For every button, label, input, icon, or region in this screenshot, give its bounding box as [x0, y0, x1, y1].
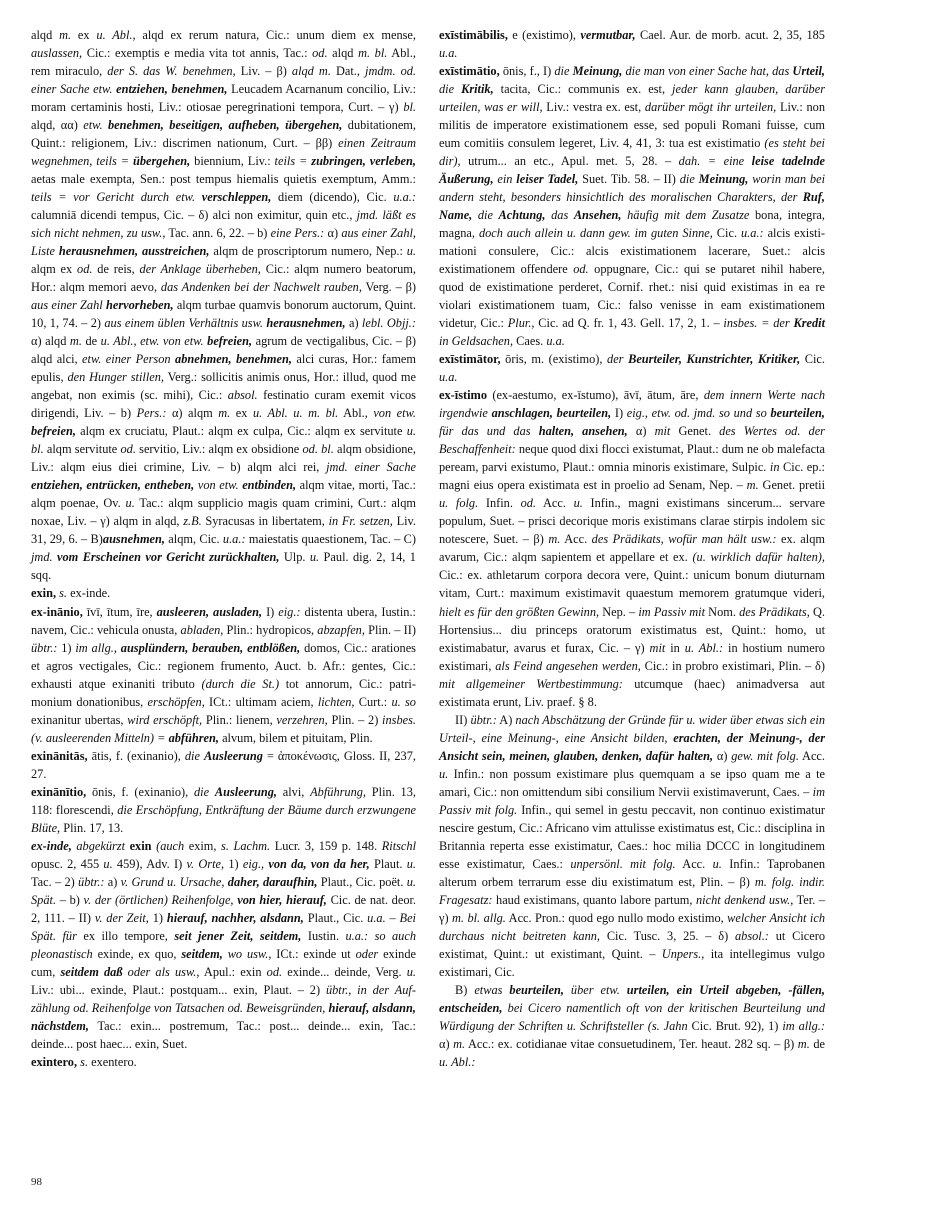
- entry-exinanio: ex-inānio, īvī, ītum, īre, ausleeren, ausladen, I) eig.: distenta ubera, Iustin.: navem, Cic.: vehicula onusta, abladen, Plin.: hydropicos, abzapfen, Plin. – II) übtr.: 1) im allg., ausplündern, berauben, entblößen, domos, Cic.: arationes et agros vectigales, Cic.: regionem frumento, Auct. b. Afr.: gentes, Cic.: exhausti atque exinaniti tributo (durch die St.) tot annorum, Cic.: patrimonium donationibus, erschöpfen, ICt.: ultimam aciem, lichten, Curt.: u. so exinanitur ubertas, wird erschöpft, Plin.: lienem, verzehren, Plin. – 2) insbes. (v. ausleerenden Mitteln) = abführen, alvum, bilem et pituitam, Plin.: [31, 604, 416, 745]
- entry-exintero: exintero, s. exentero.: [31, 1054, 137, 1069]
- entry-exinde: ex-inde, abgekürzt exin (auch exim, s. Lachm. Lucr. 3, 159 p. 148. Ritschl opusc. 2, 455 u. 459), Adv. I) v. Orte, 1) eig., von da, von da her, Plaut. u. Tac. – 2) übtr.: a) v. Grund u. Ursache, daher, daraufhin, Plaut., Cic. poët. u. Spät. – b) v. der (örtlichen) Reihenfolge, von hier, hierauf, Cic. de nat. deor. 2, 111. – II) v. der Zeit, 1) hierauf, nachher, alsdann, Plaut., Cic. u.a. – Bei Spät. für ex illo tempore, seit jener Zeit, seitdem, Iustin. u.a.: so auch pleonastisch exinde, ex quo, seitdem, wo usw., ICt.: exinde ut oder exinde cum, seitdem daß oder als usw., Apul.: exin od. exinde... deinde, Verg. u. Liv.: ubi... exinde, Plaut.: postquam... exin, Plaut. – 2) übtr., in der Aufzählung od. Reihenfolge von Tatsachen od. Beweisgründen, hierauf, alsdann, nächstdem, Tac.: exin... postremum, Tac.: post... deinde... exin, Tac.: deinde... post haec... exin, Suet.: [31, 838, 417, 1051]
- left-column: [31, 26, 416, 1071]
- entry-existimo: ex-īstimo (ex-aestumo, ex-īstumo), āvī, ātum, āre, dem innern Werte nach irgendwie anschlagen, beurteilen, I) eig., etw. od. jmd. so und so beurteilen, für das und das halten, ansehen, α) mit Genet. des Wertes od. der Beschaffenheit: neque quod dixi flocci existumat, Plaut.: dum ne ob malefacta peream, parvi existumo, Plaut.: omnia minoris existimare, Sulpic. in Cic. ep.: magni eius opera existimata est in proelio ad Senam, Nep. – m. Genet. pretii u. folg. Infin. od. Acc. u. Infin., magni existimans sincerum... servare populum, Suet. – prisci decorique moris existimans clarae stirpis indolem sic notescere, Suet. – β) m. Acc. des Prädikats, wofür man hält usw.: ex. alqm avarum, Cic.: alqm sapientem et appellare et ex. (u. wirklich dafür halten), Cic.: ex. athletarum corpora decora vere, Quint.: unicum bonum diuturnam vitam, Curt.: maximum existimavit quaestum memorem gratumque videri, hielt es für den größten Gewinn, Nep. – im Passiv mit Nom. des Prädikats, Q. Hortensius... diu princeps oratorum existimatus est, Quint.: homo, ut existimabatur, avarus et furax, Cic. – γ) mit in u. Abl.: in hostium numero existimari, als Feind angesehen werden, Cic.: in probro existimari, Plin. – δ) mit allgemeiner Wertbestimmung: utcumque (haec) animadversa aut existimata erunt, Liv. praef. § 8.: [439, 388, 825, 709]
- entry-exinanitas: exinānitās, ātis, f. (exinanio), die Ausleerung = ἀποκένωσις, Gloss. II, 237, 27.: [31, 748, 416, 781]
- entry-existimabilis: exīstimābilis, e (existimo), vermutbar, Cael. Aur. de morb. acut. 2, 35, 185 u.a.: [439, 28, 825, 61]
- entry-exigo-continuation: alqd m. ex u. Abl., alqd ex rerum natura, Cic.: unum diem ex mense, auslassen, Cic.: exemptis e media vita tot annis, Tac.: od. alqd m. bl. Abl., rem miraculo, der S. das W. benehmen, Liv. – β) alqd m. Dat., jmdm. od. einer Sache etw. entziehen, benehmen, Leucadem Acarnanum concilio, Liv.: moram certaminis hosti, Liv.: otiosae peregrinationi tempora, Curt. – γ) bl. alqd, αα) etw. benehmen, beseitigen, aufheben, übergehen, dubitationem, Quint.: religionem, Liv.: discrimen nationum, Curt. – ββ) einen Zeitraum wegnehmen, teils = übergehen, biennium, Liv.: teils = zubringen, verleben, aetas male exempta, Sen.: post tempus hiemalis quietis exemptum, Amm.: teils = vor Gericht durch etw. verschleppen, diem (dicendo), Cic. u.a.: calumniā dicendi tempus, Cic. – δ) alci non eximitur, quin etc., jmd. läßt es sich nicht nehmen, zu usw., Tac. ann. 6, 22. – b) eine Pers.: α) aus einer Zahl, Liste herausnehmen, ausstreichen, alqm de proscriptorum numero, Nep.: u. alqm ex od. de reis, der Anklage überheben, Cic.: alqm numero beatorum, Hor.: alqm memori aevo, das Andenken bei der Nachwelt rauben, Verg. – β) aus einer Zahl hervorheben, alqm turbae quamvis bonorum auctorum, Quint. 10, 1, 74. – 2) aus einem üblen Verhältnis usw. herausnehmen, a) lebl. Objj.: α) alqd m. de u. Abl., etw. von etw. befreien, agrum de vectigalibus, Cic. – β) alqd alci, etw. einer Person abnehmen, benehmen, alci curas, Hor.: famem epulis, den Hunger stillen, Verg.: sollicitis animis onus, Hor.: illud, quod me angebat, non eximis (sc. mihi), Cic.: absol. festinatio curam exemit vicos dirigendi, Liv. – b) Pers.: α) alqm m. ex u. Abl. u. m. bl. Abl., von etw. befreien, alqm ex cruciatu, Plaut.: alqm ex culpa, Cic.: alqm ex servitute u. bl. alqm servitute od. servitio, Liv.: alqm ex obsidione od. bl. alqm obsidione, Liv.: alqm eius diei crimine, Liv. – b) alqm alci rei, jmd. einer Sache entziehen, entrücken, entheben, von etw. entbinden, alqm vitae, morti, Tac.: alqm poenae, Ov. u. Tac.: alqm supplicio magis quam crimini, Curt.: alqm noxae, Liv. – γ) alqm in alqd, z.B. Syracusas in libertatem, in Fr. setzen, Liv. 31, 29, 6. – B)ausnehmen, alqm, Cic. u.a.: maiestatis quaestionem, Tac. – C) jmd. vom Erscheinen vor Gericht zurückhalten, Ulp. u. Paul. dig. 2, 14, 1 sqq.: [31, 28, 417, 583]
- entry-exin: exin, s. ex-inde.: [31, 586, 111, 601]
- entry-existimo-section-II-B: B) etwas beurteilen, über etw. urteilen, ein Urteil abgeben, -fällen, entscheiden, bei Cicero namentlich oft von der kritischen Beurteilung und Würdigung der Schriften u. Schriftsteller (s. Jahn Cic. Brut. 92), 1) im allg.: α) m. Acc.: ex. cotidianae vitae consuetudinem, Ter. heaut. 282 sq. – β) m. de u. Abl.:: [439, 982, 826, 1069]
- page-number: 98: [31, 1176, 42, 1188]
- entry-existimator: exīstimātor, ōris, m. (existimo), der Beurteiler, Kunstrichter, Kritiker, Cic. u.a.: [439, 352, 825, 385]
- entry-existimatio: exīstimātio, ōnis, f., I) die Meinung, die man von einer Sache hat, das Urteil, die Kritik, tacita, Cic.: communis ex. est, jeder kann glauben, darüber urteilen, was er will, Liv.: vestra ex. est, darüber mögt ihr urteilen, Liv.: non militis de imperatore existimationem esse, sed populi Romani fuisse, cum eum comitiis consulem legeret, Liv. 4, 41, 3: tua est existimatio (es steht bei dir), utrum... an etc., Apul. met. 5, 28. – dah. = eine leise tadelnde Äußerung, ein leiser Tadel, Suet. Tib. 58. – II) die Meinung, worin man bei andern steht, besonders hinsichtlich des moralischen Charakters, der Ruf, Name, die Achtung, das Ansehen, häufig mit dem Zusatze bona, integra, magna, doch auch allein u. dann gew. im guten Sinne, Cic. u.a.: alcis existimationi consulere, Cic.: alcis existimationem lacerare, Suet.: alcis existimationem offendere od. oppugnare, Cic.: qui se putaret nihil habere, quod de existimatione perderet, Cornif. rhet.: nisi quid existimas in ea re violari existimationem tuam, Cic.: falso venisse in eam existimationem videtur, Cic.: Plur., Cic. ad Q. fr. 1, 43. Gell. 17, 2, 1. – insbes. = der Kredit in Geldsachen, Caes. u.a.: [439, 64, 826, 349]
- entry-existimo-section-II-A: II) übtr.: A) nach Abschätzung der Gründe für u. wider über etwas sich ein Urteil-, eine Meinung-, eine Ansicht bilden, erachten, der Meinung-, der Ansicht sein, meinen, glauben, denken, dafür halten, α) gew. mit folg. Acc. u. Infin.: non possum existimare plus quemquam a se ipso quam me a te amari, Cic.: non omittendum sibi consilium Nervii existimaverunt, Caes. – im Passiv mit folg. Infin., qui semel in gestu peccavit, non continuo existimatur nescire gestum, Cic.: Africano vim attulisse existimatus est, Cic.: disciplina in Britannia reperta esse existimatur, Caes.: hoc milia DCCC in longitudinem esse existimatur, Caes.: unpersönl. mit folg. Acc. u. Infin.: Taprobanen alterum orbem terrarum esse diu existimatum est, Plin. – β) m. folg. indir. Fragesatz: haud existimans, quanto labore partum, nicht denkend usw., Ter. – γ) m. bl. allg. Acc. Pron.: quod ego nullo modo existimo, welcher Ansicht ich durchaus nicht beitreten kann, Cic. Tusc. 3, 25. – δ) absol.: ut Cicero existimat, Quint.: ut existimant, Quint. – Unpers., ita intellegimus vulgo existimari, Cic.: [439, 712, 826, 979]
- right-column: [439, 26, 825, 1071]
- entry-exinanitio: exinānītio, ōnis, f. (exinanio), die Ausleerung, alvi, Abführung, Plin. 13, 118: florescendi, die Erschöpfung, Entkräftung der Bäume durch erzwungene Blüte, Plin. 17, 13.: [31, 784, 416, 835]
